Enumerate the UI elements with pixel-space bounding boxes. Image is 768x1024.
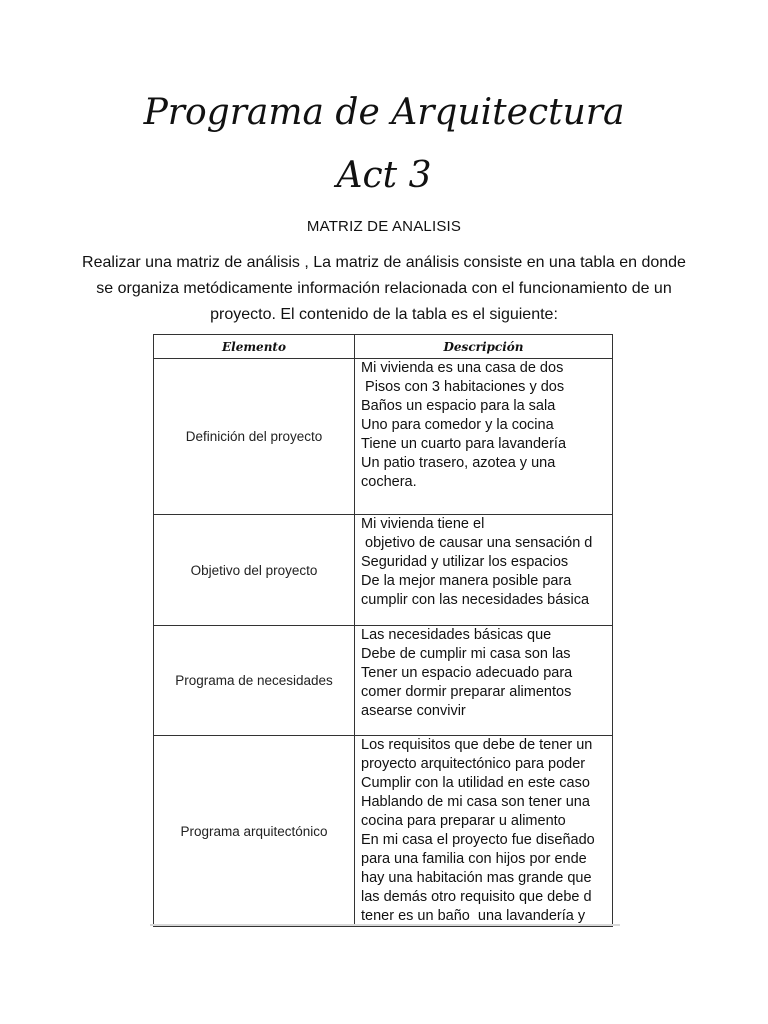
table-header-row bbox=[154, 335, 613, 359]
description-cell: Mi vivienda es una casa de dos Pisos con 3 habitaciones y dos Baños un espacio para la sala Uno para comedor y la cocina Tiene un cuarto para lavandería Un patio trasero, azotea y una cochera. bbox=[355, 359, 613, 515]
description-cell: Las necesidades básicas que Debe de cumplir mi casa son las Tener un espacio adecuado para comer dormir preparar alimentos asearse convivir bbox=[355, 626, 613, 736]
element-cell: Objetivo del proyecto bbox=[154, 515, 355, 626]
element-cell: Programa arquitectónico bbox=[154, 736, 355, 927]
table-row bbox=[154, 515, 613, 626]
activity-title: Act 3 bbox=[336, 155, 432, 196]
table-row bbox=[154, 736, 613, 927]
header-elemento: Elemento bbox=[154, 335, 355, 359]
element-cell: Programa de necesidades bbox=[154, 626, 355, 736]
table-row bbox=[154, 626, 613, 736]
table-bottom-shadow bbox=[150, 924, 620, 926]
analysis-matrix-table bbox=[153, 334, 613, 927]
page-title: Programa de Arquitectura bbox=[143, 92, 625, 133]
header-descripcion: Descripción bbox=[355, 335, 613, 359]
description-cell: Mi vivienda tiene el objetivo de causar una sensación d Seguridad y utilizar los espacios De la mejor manera posible para cumplir con las necesidades básica bbox=[355, 515, 613, 626]
intro-paragraph: Realizar una matriz de análisis , La matriz de análisis consiste en una tabla en donde se organiza metódicamente información relacionada con el funcionamiento de un proyecto. El contenido de la tabla es el siguiente: bbox=[82, 254, 686, 323]
table-row bbox=[154, 359, 613, 515]
description-cell: Los requisitos que debe de tener un proyecto arquitectónico para poder Cumplir con la utilidad en este caso Hablando de mi casa son tener una cocina para preparar u alimento En mi casa el proyecto fue diseñado para una familia con hijos por ende hay una habitación mas grande que las demás otro requisito que debe d tener es un baño una lavandería y bbox=[355, 736, 613, 927]
section-subtitle: MATRIZ DE ANALISIS bbox=[306, 218, 462, 235]
element-cell: Definición del proyecto bbox=[154, 359, 355, 515]
